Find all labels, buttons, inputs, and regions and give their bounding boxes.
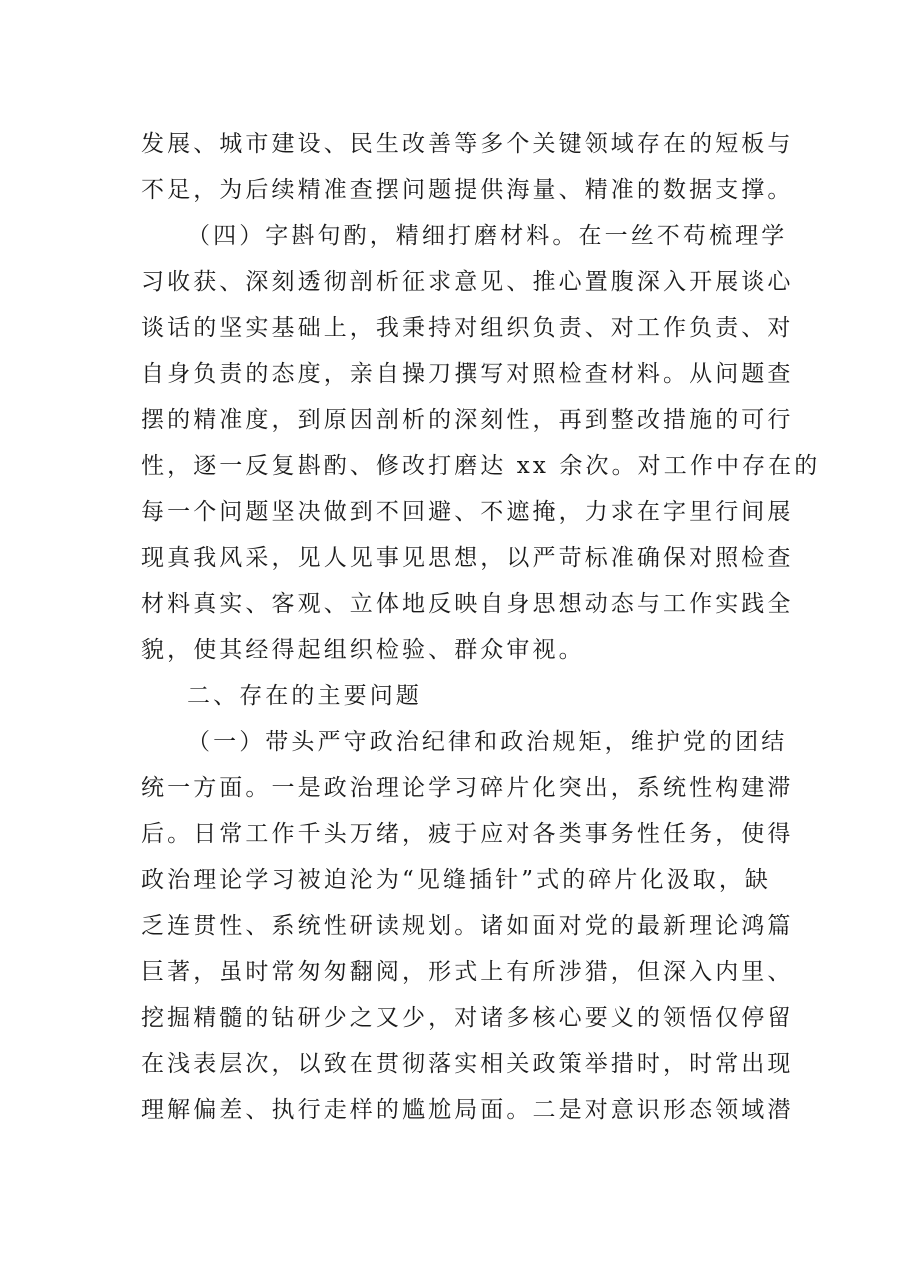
paragraph-first-line: （四）字斟句酌，精细打磨材料。在一丝不苟梳理学: [187, 223, 788, 249]
text-line: 摆的精准度，到原因剖析的深刻性，再到整改措施的可行: [141, 407, 794, 433]
text-line: 每一个问题坚决做到不回避、不遮掩，力求在字里行间展: [141, 499, 794, 525]
text-line: 貌，使其经得起组织检验、群众审视。: [141, 637, 585, 663]
text-line: 政治理论学习被迫沦为“见缝插针”式的碎片化汲取，缺: [141, 867, 772, 893]
paragraph-first-line: （一）带头严守政治纪律和政治规矩，维护党的团结: [187, 729, 788, 755]
text-line: 统一方面。一是政治理论学习碎片化突出，系统性构建滞: [141, 775, 794, 801]
text-line: 挖掘精髓的钻研少之又少，对诸多核心要义的领悟仅停留: [141, 1005, 794, 1031]
text-line: 材料真实、客观、立体地反映自身思想动态与工作实践全: [141, 591, 794, 617]
text-line: 不足，为后续精准查摆问题提供海量、精准的数据支撑。: [141, 177, 794, 203]
text-line: 自身负责的态度，亲自操刀撰写对照检查材料。从问题查: [141, 361, 794, 387]
text-line: 乏连贯性、系统性研读规划。诸如面对党的最新理论鸿篇: [141, 913, 794, 939]
text-line: 后。日常工作千头万绪，疲于应对各类事务性任务，使得: [141, 821, 794, 847]
text-line: 现真我风采，见人见事见思想，以严苛标准确保对照检查: [141, 545, 794, 571]
text-line: 性，逐一反复斟酌、修改打磨达 xx 余次。对工作中存在的: [141, 453, 821, 479]
text-line: 习收获、深刻透彻剖析征求意见、推心置腹深入开展谈心: [141, 269, 794, 295]
text-line: 发展、城市建设、民生改善等多个关键领域存在的短板与: [141, 131, 794, 157]
text-line: 理解偏差、执行走样的尴尬局面。二是对意识形态领域潜: [141, 1097, 794, 1123]
text-line: 巨著，虽时常匆匆翻阅，形式上有所涉猎，但深入内里、: [141, 959, 794, 985]
text-line: 在浅表层次，以致在贯彻落实相关政策举措时，时常出现: [141, 1051, 794, 1077]
section-heading: 二、存在的主要问题: [187, 683, 422, 709]
text-line: 谈话的坚实基础上，我秉持对组织负责、对工作负责、对: [141, 315, 794, 341]
